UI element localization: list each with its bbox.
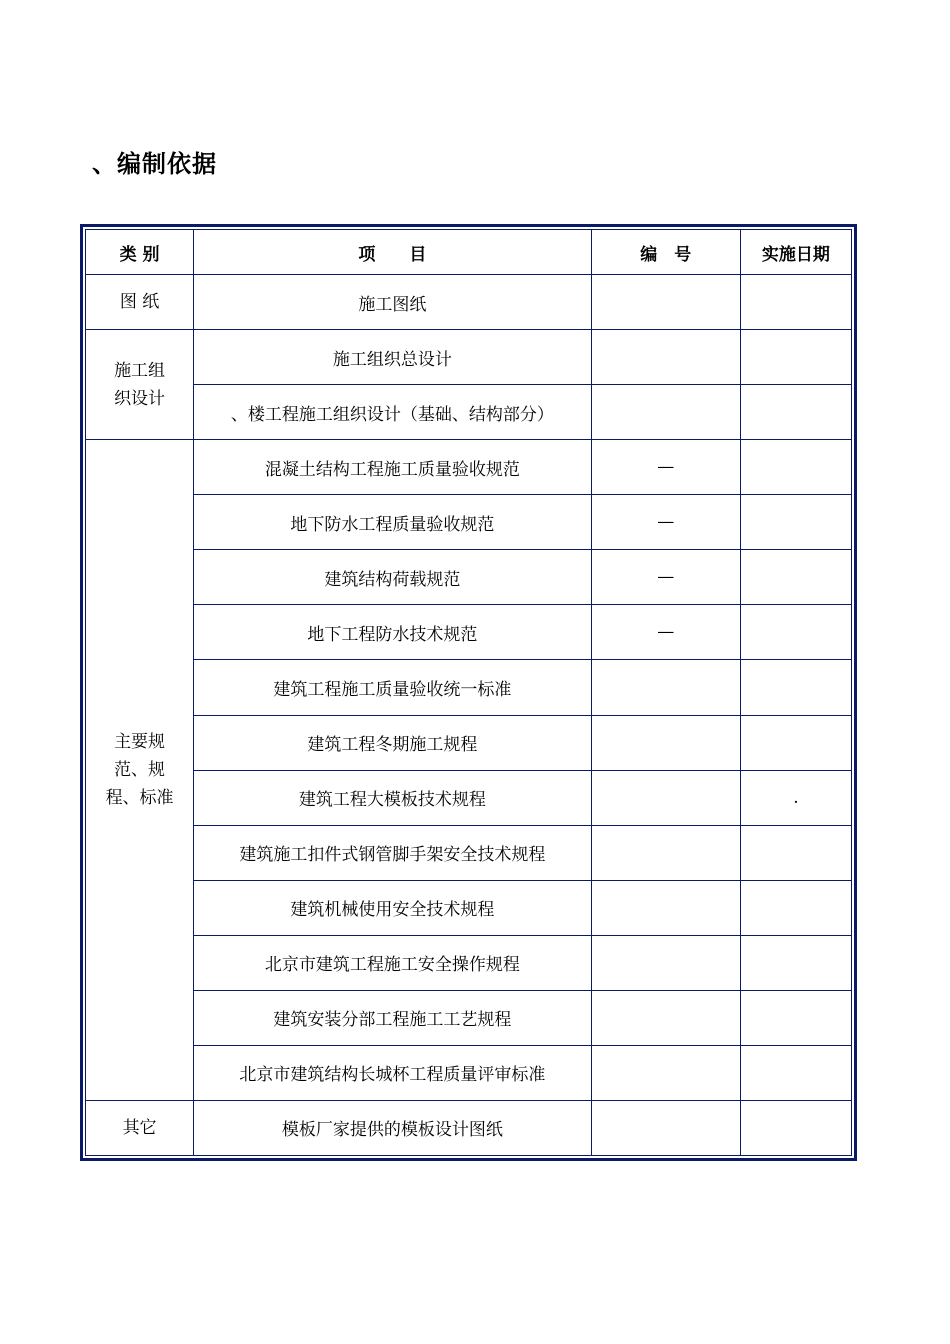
item-cell: 建筑结构荷载规范 xyxy=(194,550,592,605)
table-row xyxy=(86,605,852,660)
item-cell: 建筑工程冬期施工规程 xyxy=(194,715,592,770)
header-category: 类 别 xyxy=(86,230,194,275)
date-cell xyxy=(740,880,851,935)
number-cell xyxy=(591,1045,740,1100)
number-cell xyxy=(591,660,740,715)
table-header-row xyxy=(86,230,852,275)
table-row xyxy=(86,440,852,495)
table-row xyxy=(86,385,852,440)
item-cell: 建筑施工扣件式钢管脚手架安全技术规程 xyxy=(194,825,592,880)
number-cell xyxy=(591,330,740,385)
number-cell xyxy=(591,275,740,330)
number-cell xyxy=(591,990,740,1045)
number-cell xyxy=(591,770,740,825)
table-row xyxy=(86,330,852,385)
item-cell: 施工图纸 xyxy=(194,275,592,330)
number-cell xyxy=(591,935,740,990)
number-cell: — xyxy=(591,550,740,605)
number-cell: — xyxy=(591,440,740,495)
header-date: 实施日期 xyxy=(740,230,851,275)
table-row xyxy=(86,770,852,825)
section-heading: 、编制依据 xyxy=(92,150,217,178)
date-cell xyxy=(740,935,851,990)
table-row xyxy=(86,825,852,880)
basis-table xyxy=(85,229,852,1156)
table-row xyxy=(86,275,852,330)
date-cell xyxy=(740,495,851,550)
item-cell: 建筑机械使用安全技术规程 xyxy=(194,880,592,935)
date-cell xyxy=(740,330,851,385)
date-cell xyxy=(740,825,851,880)
number-cell xyxy=(591,880,740,935)
number-cell xyxy=(591,385,740,440)
header-number: 编 号 xyxy=(591,230,740,275)
number-cell xyxy=(591,715,740,770)
date-cell xyxy=(740,1045,851,1100)
table-row xyxy=(86,1100,852,1155)
number-cell xyxy=(591,1100,740,1155)
number-cell: — xyxy=(591,495,740,550)
item-cell: 北京市建筑结构长城杯工程质量评审标准 xyxy=(194,1045,592,1100)
category-cell: 施工组 织设计 xyxy=(86,330,194,440)
category-cell: 图 纸 xyxy=(86,275,194,330)
date-cell xyxy=(740,660,851,715)
item-cell: 建筑工程施工质量验收统一标准 xyxy=(194,660,592,715)
item-cell: 混凝土结构工程施工质量验收规范 xyxy=(194,440,592,495)
item-cell: 建筑工程大模板技术规程 xyxy=(194,770,592,825)
table-row xyxy=(86,495,852,550)
date-cell: . xyxy=(740,770,851,825)
number-cell: — xyxy=(591,605,740,660)
date-cell xyxy=(740,990,851,1045)
number-cell xyxy=(591,825,740,880)
table-row xyxy=(86,660,852,715)
table-row xyxy=(86,935,852,990)
date-cell xyxy=(740,550,851,605)
item-cell: 、楼工程施工组织设计（基础、结构部分） xyxy=(194,385,592,440)
basis-table-frame xyxy=(80,224,857,1161)
date-cell xyxy=(740,1100,851,1155)
item-cell: 地下工程防水技术规范 xyxy=(194,605,592,660)
table-row xyxy=(86,990,852,1045)
header-item: 项 目 xyxy=(194,230,592,275)
date-cell xyxy=(740,275,851,330)
date-cell xyxy=(740,385,851,440)
table-body xyxy=(86,275,852,1156)
category-cell: 主要规 范、规 程、标准 xyxy=(86,440,194,1101)
table-row xyxy=(86,715,852,770)
item-cell: 建筑安装分部工程施工工艺规程 xyxy=(194,990,592,1045)
table-row xyxy=(86,1045,852,1100)
date-cell xyxy=(740,440,851,495)
item-cell: 地下防水工程质量验收规范 xyxy=(194,495,592,550)
date-cell xyxy=(740,715,851,770)
item-cell: 施工组织总设计 xyxy=(194,330,592,385)
date-cell xyxy=(740,605,851,660)
category-cell: 其它 xyxy=(86,1100,194,1155)
item-cell: 北京市建筑工程施工安全操作规程 xyxy=(194,935,592,990)
table-row xyxy=(86,550,852,605)
table-row xyxy=(86,880,852,935)
item-cell: 模板厂家提供的模板设计图纸 xyxy=(194,1100,592,1155)
